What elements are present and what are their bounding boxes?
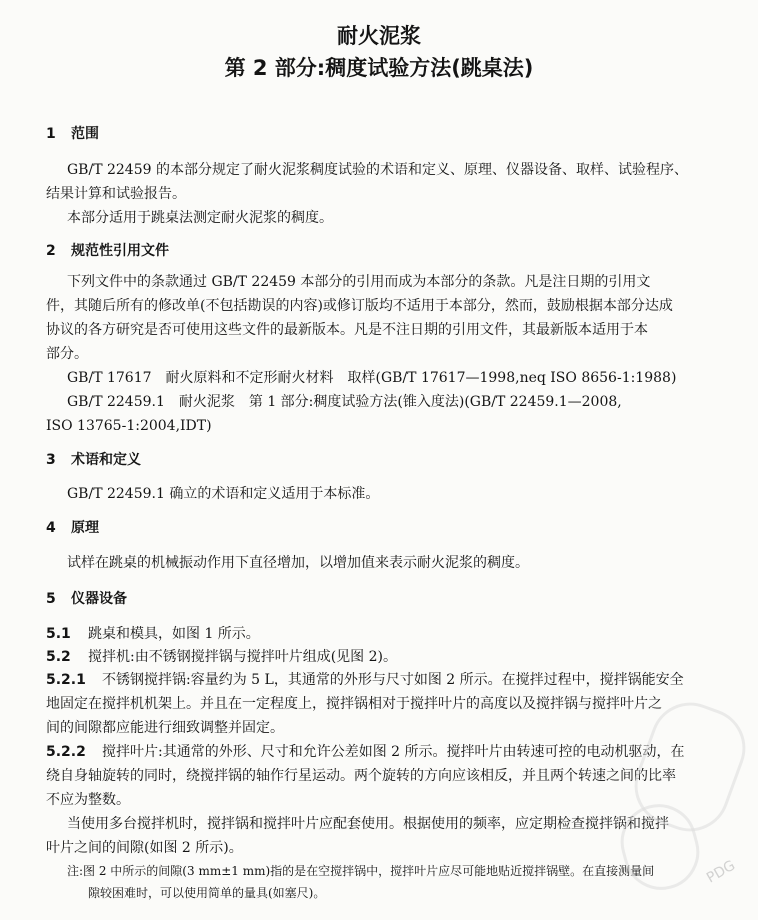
paragraph-line: 不应为整数。 bbox=[46, 792, 130, 808]
paragraph-line: 绕自身轴旋转的同时，绕搅拌锅的轴作行星运动。两个旋转的方向应该相反，并且两个转速之间的比率 bbox=[46, 768, 676, 784]
document-title: 耐火泥浆 bbox=[337, 24, 421, 48]
paragraph-line: 试样在跳桌的机械振动作用下直径增加，以增加值来表示耐火泥浆的稠度。 bbox=[67, 555, 529, 571]
reference-item: GB/T 22459.1 耐火泥浆 第 1 部分:稠度试验方法(锥入度法)(GB/T 22459.1—2008, bbox=[67, 394, 622, 410]
section-heading-normative-references: 2 规范性引用文件 bbox=[46, 243, 169, 259]
paragraph-line: 本部分适用于跳桌法测定耐火泥浆的稠度。 bbox=[67, 210, 333, 226]
clause-5-2-1: 5.2.1 不锈钢搅拌锅:容量约为 5 L，其通常的外形与尺寸如图 2 所示。在搅拌过程中，搅拌锅能安全 bbox=[46, 672, 684, 688]
paragraph-line: GB/T 22459 的本部分规定了耐火泥浆稠度试验的术语和定义、原理、仪器设备、取样、试验程序、 bbox=[67, 162, 688, 178]
section-heading-scope: 1 范围 bbox=[46, 126, 99, 142]
note-line: 注:图 2 中所示的间隙(3 mm±1 mm)指的是在空搅拌锅中，搅拌叶片应尽可能地贴近搅拌锅壁。在直接测量间 bbox=[67, 864, 655, 878]
paragraph-line: 协议的各方研究是否可使用这些文件的最新版本。凡是不注日期的引用文件，其最新版本适用于本 bbox=[46, 322, 648, 338]
paragraph-line: 件，其随后所有的修改单(不包括勘误的内容)或修订版均不适用于本部分，然而，鼓励根据本部分达成 bbox=[46, 298, 673, 314]
document-subtitle: 第 2 部分:稠度试验方法(跳桌法) bbox=[224, 56, 534, 80]
reference-item: GB/T 17617 耐火原料和不定形耐火材料 取样(GB/T 17617—1998,neq ISO 8656-1:1988) bbox=[67, 370, 677, 386]
reference-item-continuation: ISO 13765-1:2004,IDT) bbox=[46, 418, 212, 434]
section-heading-principle: 4 原理 bbox=[46, 520, 99, 536]
paragraph-line: 间的间隙都应能进行细致调整并固定。 bbox=[46, 720, 284, 736]
clause-5-1: 5.1 跳桌和模具，如图 1 所示。 bbox=[46, 626, 260, 642]
watermark-text: PDG bbox=[703, 857, 738, 887]
note-line: 隙较困难时，可以使用简单的量具(如塞尺)。 bbox=[88, 886, 326, 900]
section-heading-apparatus: 5 仪器设备 bbox=[46, 591, 127, 607]
paragraph-line: GB/T 22459.1 确立的术语和定义适用于本标准。 bbox=[67, 486, 380, 502]
paragraph-line: 叶片之间的间隙(如图 2 所示)。 bbox=[46, 840, 243, 856]
paragraph-line: 当使用多台搅拌机时，搅拌锅和搅拌叶片应配套使用。根据使用的频率，应定期检查搅拌锅和搅拌 bbox=[67, 816, 669, 832]
watermark bbox=[588, 660, 758, 920]
clause-5-2-2: 5.2.2 搅拌叶片:其通常的外形、尺寸和允许公差如图 2 所示。搅拌叶片由转速可控的电动机驱动，在 bbox=[46, 744, 685, 760]
paragraph-line: 地固定在搅拌机机架上。并且在一定程度上，搅拌锅相对于搅拌叶片的高度以及搅拌锅与搅拌叶片之 bbox=[46, 696, 662, 712]
paragraph-line: 下列文件中的条款通过 GB/T 22459 本部分的引用而成为本部分的条款。凡是注日期的引用文 bbox=[67, 274, 651, 290]
section-heading-terms: 3 术语和定义 bbox=[46, 452, 141, 468]
paragraph-line: 结果计算和试验报告。 bbox=[46, 186, 186, 202]
clause-5-2: 5.2 搅拌机:由不锈钢搅拌锅与搅拌叶片组成(见图 2)。 bbox=[46, 649, 397, 665]
paragraph-line: 部分。 bbox=[46, 346, 88, 362]
